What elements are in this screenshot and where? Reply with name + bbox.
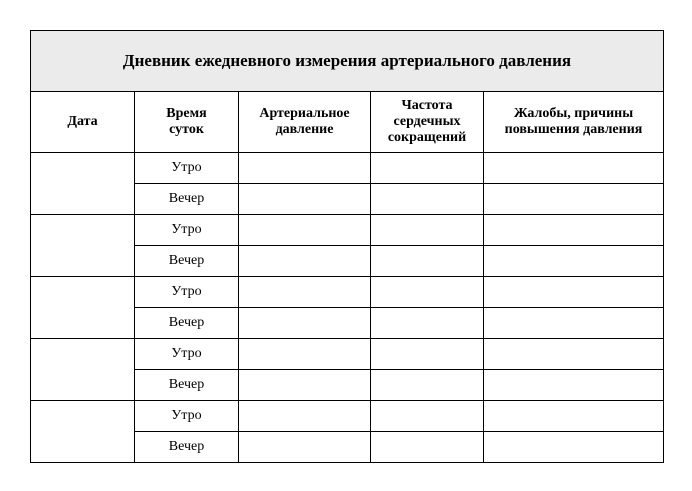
header-date-label: Дата (67, 114, 98, 129)
complaints-cell[interactable] (484, 308, 664, 339)
pulse-cell[interactable] (371, 246, 484, 277)
table-row (31, 153, 664, 184)
header-pulse-line3: сокращений (387, 130, 467, 145)
header-pressure (239, 92, 371, 153)
complaints-cell[interactable] (484, 215, 664, 246)
header-complaints-line2: повышения давления (504, 122, 643, 137)
header-pulse (371, 92, 484, 153)
bp-diary-table (30, 30, 664, 463)
pressure-cell[interactable] (239, 215, 371, 246)
header-time-line1: Время (166, 106, 207, 121)
complaints-cell[interactable] (484, 184, 664, 215)
pressure-cell[interactable] (239, 339, 371, 370)
pulse-cell[interactable] (371, 153, 484, 184)
complaints-cell[interactable] (484, 277, 664, 308)
complaints-cell[interactable] (484, 432, 664, 463)
header-date (31, 92, 135, 153)
pulse-cell[interactable] (371, 401, 484, 432)
time-of-day-cell: Утро (135, 401, 239, 432)
pressure-cell[interactable] (239, 432, 371, 463)
pulse-cell[interactable] (371, 339, 484, 370)
table-row (31, 401, 664, 432)
date-cell[interactable] (31, 277, 135, 339)
time-of-day-cell: Утро (135, 153, 239, 184)
header-pulse-line1: Частота (401, 98, 453, 113)
pressure-cell[interactable] (239, 370, 371, 401)
complaints-cell[interactable] (484, 370, 664, 401)
pulse-cell[interactable] (371, 432, 484, 463)
header-time-line2: суток (169, 122, 204, 137)
time-of-day-cell: Вечер (135, 432, 239, 463)
time-of-day-cell: Вечер (135, 308, 239, 339)
pulse-cell[interactable] (371, 308, 484, 339)
pulse-cell[interactable] (371, 215, 484, 246)
pressure-cell[interactable] (239, 401, 371, 432)
complaints-cell[interactable] (484, 153, 664, 184)
table-row (31, 339, 664, 370)
header-pressure-line1: Артериальное (259, 106, 350, 121)
table-title: Дневник ежедневного измерения артериального давления (31, 31, 664, 92)
pressure-cell[interactable] (239, 153, 371, 184)
table-row (31, 277, 664, 308)
time-of-day-cell: Вечер (135, 184, 239, 215)
time-of-day-cell: Вечер (135, 370, 239, 401)
date-cell[interactable] (31, 153, 135, 215)
pulse-cell[interactable] (371, 370, 484, 401)
date-cell[interactable] (31, 215, 135, 277)
pulse-cell[interactable] (371, 184, 484, 215)
header-pulse-line2: сердечных (393, 114, 461, 129)
date-cell[interactable] (31, 401, 135, 463)
pulse-cell[interactable] (371, 277, 484, 308)
complaints-cell[interactable] (484, 246, 664, 277)
pressure-cell[interactable] (239, 308, 371, 339)
pressure-cell[interactable] (239, 246, 371, 277)
pressure-cell[interactable] (239, 277, 371, 308)
time-of-day-cell: Утро (135, 277, 239, 308)
complaints-cell[interactable] (484, 339, 664, 370)
pressure-cell[interactable] (239, 184, 371, 215)
date-cell[interactable] (31, 339, 135, 401)
time-of-day-cell: Вечер (135, 246, 239, 277)
table-row (31, 215, 664, 246)
header-complaints (484, 92, 664, 153)
header-pressure-line2: давление (275, 122, 334, 137)
header-complaints-line1: Жалобы, причины (513, 106, 634, 121)
time-of-day-cell: Утро (135, 339, 239, 370)
complaints-cell[interactable] (484, 401, 664, 432)
header-time (135, 92, 239, 153)
time-of-day-cell: Утро (135, 215, 239, 246)
